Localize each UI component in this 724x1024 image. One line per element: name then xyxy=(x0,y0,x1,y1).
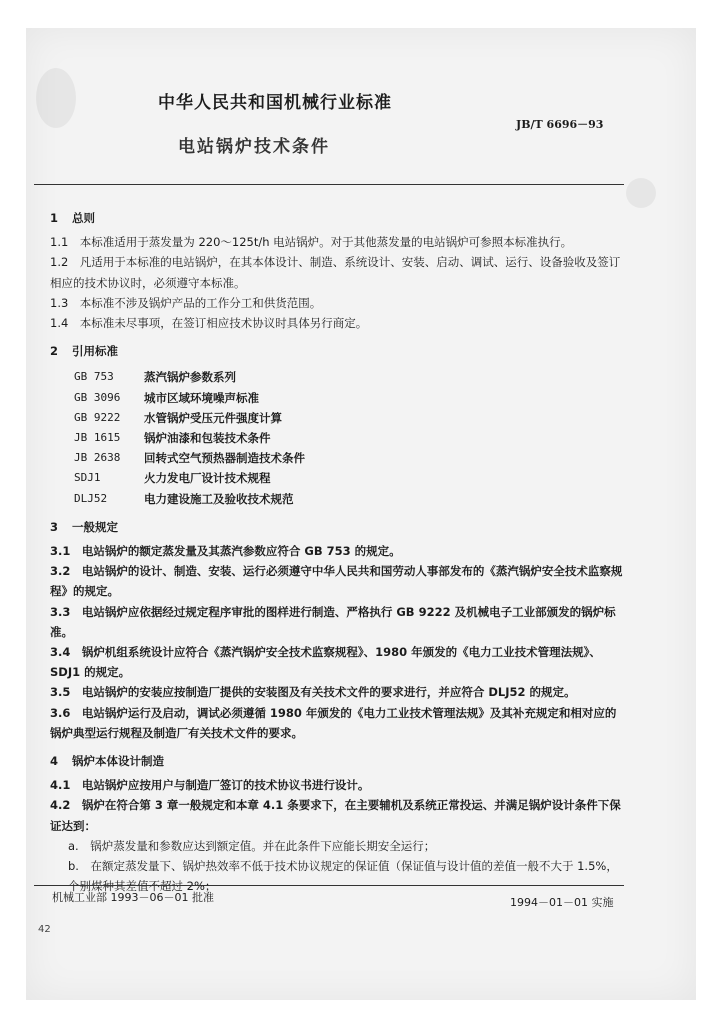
scan-smudge xyxy=(626,178,656,208)
section-heading-1: 1 总则 xyxy=(50,211,95,225)
header-divider xyxy=(34,184,624,185)
clause-1-4: 1.4 本标准未尽事项，在签订相应技术协议时具体另行商定。 xyxy=(50,316,368,331)
clause-3-6: 3.6 电站锅炉运行及启动，调试必须遵循 1980 年颁发的《电力工业技术管理法规》及其补充规定和相对应的锅炉典型运行规程及制造厂有关技术文件的要求。 xyxy=(50,705,617,740)
referenced-standards-list xyxy=(74,367,626,508)
clause-4-2-b: b. 在额定蒸发量下、锅炉热效率不低于技术协议规定的保证值（保证值与设计值的差值一般不大于 1.5%，个别煤种其差值不超过 2%； xyxy=(68,859,618,894)
footer-divider xyxy=(34,885,624,886)
clause-3-3: 3.3 电站锅炉应依据经过规定程序审批的图样进行制造、严格执行 GB 9222 及机械电子工业部颁发的锅炉标准。 xyxy=(50,604,616,639)
reference-item: JB 2638 回转式空气预热器制造技术条件 xyxy=(74,451,305,466)
clause-3-1: 3.1 电站锅炉的额定蒸发量及其蒸汽参数应符合 GB 753 的规定。 xyxy=(50,544,401,559)
reference-item: JB 1615 锅炉油漆和包装技术条件 xyxy=(74,431,271,446)
clause-1-2: 1.2 凡适用于本标准的电站锅炉，在其本体设计、制造、系统设计、安装、启动、调试、运行、设备验收及签订相应的技术协议时，必须遵守本标准。 xyxy=(50,255,621,290)
scan-smudge xyxy=(36,68,76,128)
reference-item: GB 9222 水管锅炉受压元件强度计算 xyxy=(74,410,282,425)
issuing-organization: 中华人民共和国机械行业标准 xyxy=(158,93,392,113)
clause-1-1: 1.1 本标准适用于蒸发量为 220～125t/h 电站锅炉。对于其他蒸发量的电站锅炉可参照本标准执行。 xyxy=(50,235,573,250)
section-heading-4: 4 锅炉本体设计制造 xyxy=(50,754,164,769)
implementation-date: 1994－01－01 实施 xyxy=(510,896,614,909)
clause-3-2: 3.2 电站锅炉的设计、制造、安装、运行必须遵守中华人民共和国劳动人事部发布的《蒸汽锅炉安全技术监察规程》的规定。 xyxy=(50,564,623,599)
approval-date: 机械工业部 1993－06－01 批准 xyxy=(52,891,214,904)
clause-4-2-a: a. 锅炉蒸发量和参数应达到额定值。并在此条件下应能长期安全运行； xyxy=(68,838,436,853)
standard-number: JB/T 6696－93 xyxy=(516,118,604,131)
clause-4-2: 4.2 锅炉在符合第 3 章一般规定和本章 4.1 条要求下，在主要辅机及系统正常投运、并满足锅炉设计条件下保证达到： xyxy=(50,798,621,833)
section-heading-3: 3 一般规定 xyxy=(50,519,118,534)
document-body xyxy=(50,200,626,897)
reference-item: DLJ52 电力建设施工及验收技术规范 xyxy=(74,491,294,506)
page-number: 42 xyxy=(38,924,51,935)
document-title: 电站锅炉技术条件 xyxy=(178,137,330,157)
section-heading-2: 2 引用标准 xyxy=(50,344,118,359)
clause-3-4: 3.4 锅炉机组系统设计应符合《蒸汽锅炉安全技术监察规程》、1980 年颁发的《电力工业技术管理法规》、SDJ1 的规定。 xyxy=(50,645,601,680)
reference-item: SDJ1 火力发电厂设计技术规程 xyxy=(74,471,271,486)
clause-1-3: 1.3 本标准不涉及锅炉产品的工作分工和供货范围。 xyxy=(50,295,322,310)
clause-3-5: 3.5 电站锅炉的安装应按制造厂提供的安装图及有关技术文件的要求进行，并应符合 DLJ52 的规定。 xyxy=(50,685,576,700)
reference-item: GB 753 蒸汽锅炉参数系列 xyxy=(74,370,236,385)
clause-4-1: 4.1 电站锅炉应按用户与制造厂签订的技术协议书进行设计。 xyxy=(50,778,370,793)
reference-item: GB 3096 城市区域环境噪声标准 xyxy=(74,390,259,405)
